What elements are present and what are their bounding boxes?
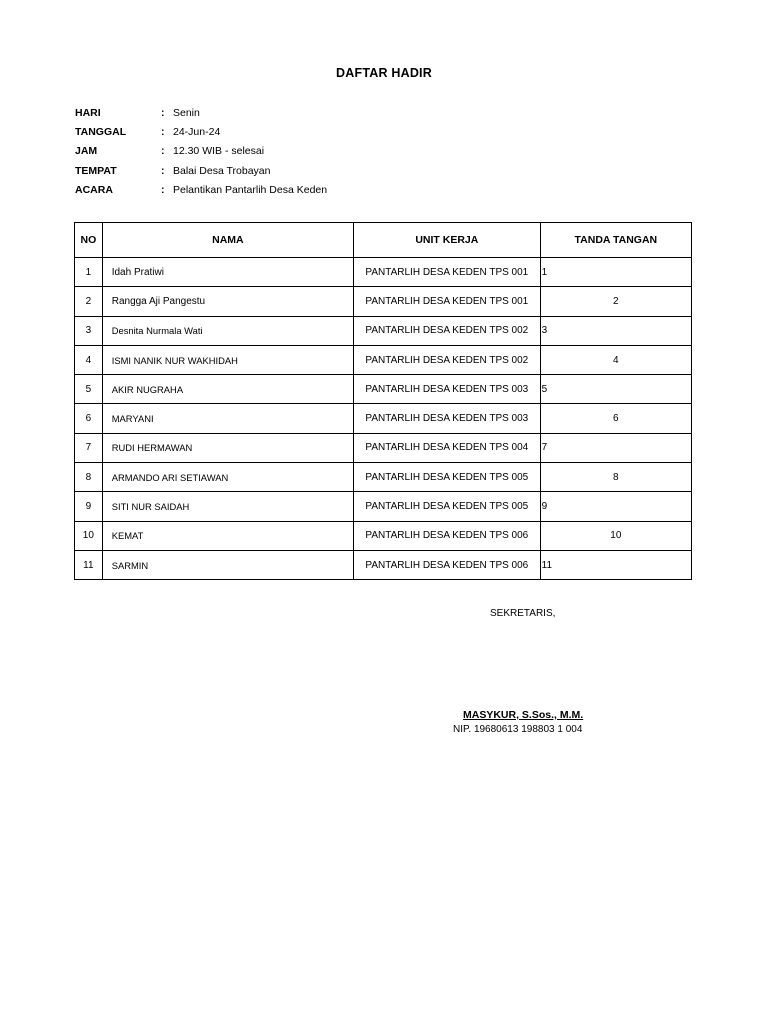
table-row: [75, 316, 692, 345]
cell-nama: RUDI HERMAWAN: [102, 433, 353, 462]
info-row-tanggal: [75, 122, 327, 141]
info-colon: :: [161, 164, 165, 177]
info-value: 24-Jun-24: [173, 125, 221, 138]
cell-no: 10: [75, 521, 103, 550]
cell-nama: Desnita Nurmala Wati: [102, 316, 353, 345]
cell-unit-kerja: PANTARLIH DESA KEDEN TPS 001: [354, 287, 541, 316]
info-label: TEMPAT: [75, 164, 117, 177]
header-nama: NAMA: [102, 223, 353, 258]
cell-tanda-tangan: 2: [540, 287, 691, 316]
cell-nama: Idah Pratiwi: [102, 258, 353, 287]
info-label: HARI: [75, 106, 101, 119]
info-value: Balai Desa Trobayan: [173, 164, 271, 177]
info-value: Senin: [173, 106, 200, 119]
cell-nama: KEMAT: [102, 521, 353, 550]
cell-unit-kerja: PANTARLIH DESA KEDEN TPS 005: [354, 463, 541, 492]
table-row: [75, 258, 692, 287]
cell-tanda-tangan: 3: [540, 316, 691, 345]
cell-tanda-tangan: 7: [540, 433, 691, 462]
cell-nama: ISMI NANIK NUR WAKHIDAH: [102, 345, 353, 374]
header-no: NO: [75, 223, 103, 258]
cell-unit-kerja: PANTARLIH DESA KEDEN TPS 003: [354, 375, 541, 404]
cell-no: 3: [75, 316, 103, 345]
info-value: 12.30 WIB - selesai: [173, 145, 265, 158]
info-label: ACARA: [75, 183, 113, 196]
cell-no: 7: [75, 433, 103, 462]
info-colon: :: [161, 106, 165, 119]
cell-unit-kerja: PANTARLIH DESA KEDEN TPS 006: [354, 550, 541, 579]
cell-no: 2: [75, 287, 103, 316]
cell-unit-kerja: PANTARLIH DESA KEDEN TPS 002: [354, 316, 541, 345]
header-unit-kerja: UNIT KERJA: [354, 223, 541, 258]
table-row: [75, 492, 692, 521]
attendance-table: [74, 222, 692, 580]
cell-unit-kerja: PANTARLIH DESA KEDEN TPS 005: [354, 492, 541, 521]
info-label: TANGGAL: [75, 125, 127, 138]
cell-tanda-tangan: 4: [540, 345, 691, 374]
document-title: DAFTAR HADIR: [336, 66, 432, 80]
cell-no: 5: [75, 375, 103, 404]
signature-role: SEKRETARIS,: [490, 608, 556, 619]
cell-no: 11: [75, 550, 103, 579]
cell-tanda-tangan: 8: [540, 463, 691, 492]
table-row: [75, 463, 692, 492]
table-row: [75, 550, 692, 579]
cell-no: 6: [75, 404, 103, 433]
cell-no: 9: [75, 492, 103, 521]
event-info: [75, 103, 327, 199]
signature-name: MASYKUR, S.Sos., M.M.: [463, 709, 584, 721]
cell-nama: AKIR NUGRAHA: [102, 375, 353, 404]
cell-unit-kerja: PANTARLIH DESA KEDEN TPS 006: [354, 521, 541, 550]
cell-nama: Rangga Aji Pangestu: [102, 287, 353, 316]
info-row-acara: [75, 180, 327, 199]
signature-nip: NIP. 19680613 198803 1 004: [453, 724, 583, 735]
cell-unit-kerja: PANTARLIH DESA KEDEN TPS 002: [354, 345, 541, 374]
cell-tanda-tangan: 9: [540, 492, 691, 521]
info-row-tempat: [75, 161, 327, 180]
cell-nama: SARMIN: [102, 550, 353, 579]
info-row-jam: [75, 142, 327, 161]
cell-tanda-tangan: 5: [540, 375, 691, 404]
cell-nama: MARYANI: [102, 404, 353, 433]
table-row: [75, 375, 692, 404]
cell-unit-kerja: PANTARLIH DESA KEDEN TPS 001: [354, 258, 541, 287]
cell-unit-kerja: PANTARLIH DESA KEDEN TPS 004: [354, 433, 541, 462]
cell-tanda-tangan: 6: [540, 404, 691, 433]
table-row: [75, 404, 692, 433]
info-colon: :: [161, 183, 165, 196]
cell-no: 1: [75, 258, 103, 287]
table-row: [75, 345, 692, 374]
table-header-row: [75, 223, 692, 258]
table-row: [75, 521, 692, 550]
cell-tanda-tangan: 11: [540, 550, 691, 579]
info-value: Pelantikan Pantarlih Desa Keden: [173, 183, 328, 196]
cell-unit-kerja: PANTARLIH DESA KEDEN TPS 003: [354, 404, 541, 433]
header-tanda-tangan: TANDA TANGAN: [540, 223, 691, 258]
info-row-hari: [75, 103, 327, 122]
info-label: JAM: [75, 145, 98, 158]
cell-nama: SITI NUR SAIDAH: [102, 492, 353, 521]
table-row: [75, 433, 692, 462]
cell-tanda-tangan: 10: [540, 521, 691, 550]
cell-no: 8: [75, 463, 103, 492]
table-row: [75, 287, 692, 316]
cell-nama: ARMANDO ARI SETIAWAN: [102, 463, 353, 492]
cell-tanda-tangan: 1: [540, 258, 691, 287]
info-colon: :: [161, 145, 165, 158]
info-colon: :: [161, 125, 165, 138]
cell-no: 4: [75, 345, 103, 374]
